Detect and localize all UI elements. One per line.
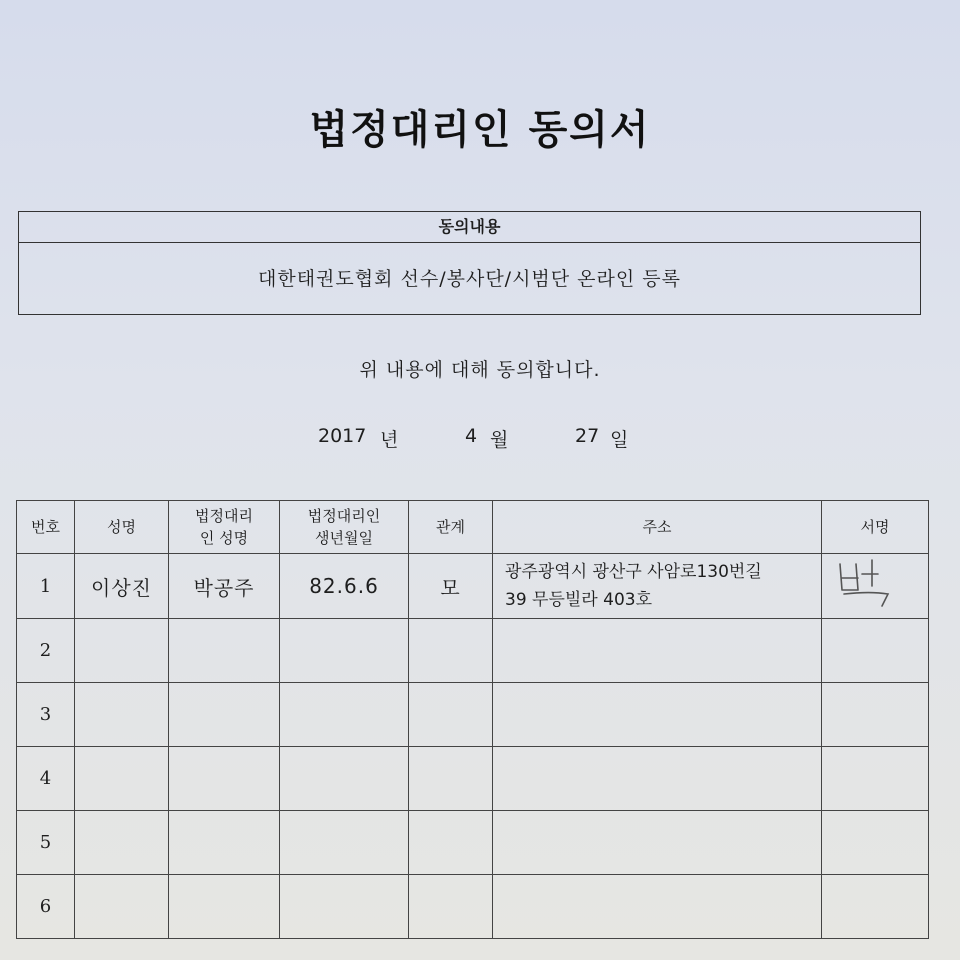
consent-statement: 위 내용에 대해 동의합니다. (359, 359, 601, 381)
table-row (17, 554, 929, 619)
table-row (17, 683, 929, 747)
row-no: 6 (17, 875, 75, 939)
row-no: 4 (17, 747, 75, 811)
consent-content-text: 대한태권도협회 선수/봉사단/시범단 온라인 등록 (257, 268, 681, 290)
consent-content-box (18, 211, 921, 315)
table-row (17, 619, 929, 683)
date-month-unit: 월 (490, 429, 509, 451)
row-no: 3 (17, 683, 75, 747)
guardian-registration-table (16, 500, 929, 939)
table-row (17, 875, 929, 939)
handwritten-signature (832, 556, 912, 608)
date-year-unit: 년 (380, 429, 399, 451)
header-relation: 관계 (409, 501, 493, 554)
consent-content-header: 동의내용 (19, 212, 920, 243)
row-no: 2 (17, 619, 75, 683)
row-signature (822, 554, 929, 619)
date-day-unit: 일 (610, 429, 629, 451)
row-relation: 모 (409, 554, 493, 619)
header-guardian-name (169, 501, 280, 554)
row-guardian-name: 박공주 (169, 554, 280, 619)
row-no: 1 (17, 554, 75, 619)
header-address: 주소 (493, 501, 822, 554)
header-guardian-birth-text: 법정대리인 생년월일 (307, 507, 381, 547)
table-row (17, 811, 929, 875)
row-no: 5 (17, 811, 75, 875)
header-guardian-name-text: 법정대리인 성명 (195, 507, 253, 547)
row-address-line2: 39 무등빌라 403호 (505, 590, 652, 610)
date-month: 4 (465, 425, 478, 447)
row-address (493, 554, 822, 619)
row-address-line1: 광주광역시 광산구 사암로130번길 (505, 562, 762, 582)
document-title: 법정대리인 동의서 (309, 107, 651, 153)
date-day: 27 (575, 425, 600, 447)
header-signature: 서명 (822, 501, 929, 554)
table-row (17, 747, 929, 811)
table-header-row (17, 501, 929, 554)
header-guardian-birth (280, 501, 409, 554)
row-guardian-birth: 82.6.6 (280, 554, 409, 619)
row-name: 이상진 (75, 554, 169, 619)
header-no: 번호 (17, 501, 75, 554)
date-year: 2017 (318, 425, 367, 447)
header-name: 성명 (75, 501, 169, 554)
